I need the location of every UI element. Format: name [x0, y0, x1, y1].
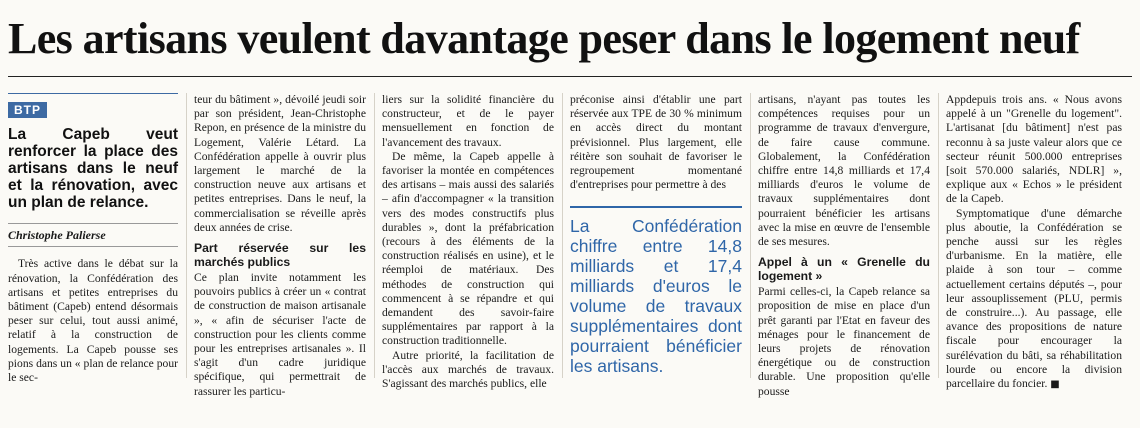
paragraph: liers sur la solidité financière du constructeur, et de le payer mensuellement en fonction de l'avancement des travaux.: [382, 93, 554, 149]
column-6: [946, 93, 1122, 392]
paragraph: Appdepuis trois ans. « Nous avons appelé à un "Grenelle du logement". L'artisanat [du bâtiment] n'est pas reconnu à sa juste valeur alors que ce secteur réunit 500.000 entreprises [soit 570.000 salariés, NDLR] », explique aux « Echos » le président de la Capeb.: [946, 93, 1122, 206]
column-1: [8, 93, 178, 385]
paragraph: préconise ainsi d'établir une part réservée aux TPE de 30 % minimum en accès direct du montant prévisionnel. Plus largement, elle réitère son souhait de favoriser le regroupement momentané d'entreprises pour permettre à des: [570, 93, 742, 192]
column-2: [194, 93, 366, 399]
end-of-article-mark: ■: [1050, 379, 1060, 391]
column-4: [570, 93, 742, 376]
headline-rule: [8, 76, 1132, 77]
paragraph: Autre priorité, la facilitation de l'accès aux marchés de travaux. S'agissant des marchés publics, elle: [382, 348, 554, 391]
column-divider: [938, 93, 939, 378]
paragraph: artisans, n'ayant pas toutes les compétences requises pour un programme de travaux d'envergure, de faire cause commune. Globalement, la Confédération chiffre entre 14,8 milliards et 17,4 milliards d'euros le volume de travaux supplémentaires dont pourraient bénéficier les artisans avec la mise en œuvre de l'ensemble de ses mesures.: [758, 93, 930, 249]
subheading: Appel à un « Grenelle du logement »: [758, 255, 930, 284]
paragraph: Parmi celles-ci, la Capeb relance sa proposition de mise en place d'un prêt garanti par l'Etat en faveur des ménages pour le financement de leurs projets de rénovation énergétique ou de construction durable. Une proposition qu'elle pousse: [758, 285, 930, 398]
column-divider: [186, 93, 187, 378]
paragraph: Très active dans le débat sur la rénovation, la Confédération des artisans et petites entreprises du bâtiment (Capeb) entend désormais peser sur celui, tout aussi animé, relatif à la construction de logements. La Capeb pousse ses pions dans un « plan de relance pour le sec-: [8, 257, 178, 385]
column-5: [758, 93, 930, 399]
paragraph-text: Symptomatique d'une démarche plus aboutie, la Confédération se penche aussi sur les règles d'urbanisme. En la matière, elle plaide à son tour – comme actuellement certains députés –, pour leur assouplissement (PLU, permis de construire...). Au passage, elle avance des propositions de nature fiscale pour encourager la surélévation du bâti, sa réhabilitation lourde ou encore la division parcellaire du foncier.: [946, 206, 1122, 391]
subheading: Part réservée sur les marchés publics: [194, 241, 366, 270]
byline: Christophe Palierse: [8, 223, 178, 247]
column-divider: [562, 93, 563, 378]
column-3: [382, 93, 554, 391]
paragraph: De même, la Capeb appelle à favoriser la montée en compétences des artisans – mais aussi des salariés – afin d'accompagner « la transition vers des modes constructifs plus durables », dont la préfabrication (recours à des éléments de la construction réalisés en usine), et le réemploi de matériaux. Des méthodes de construction qui commencent à se répandre et qui demandent des savoir-faire supplémentaires par rapport à la construction traditionnelle.: [382, 149, 554, 348]
column-divider: [750, 93, 751, 378]
article-lead: La Capeb veut renforcer la place des artisans dans le neuf et la rénovation, avec un plan de relance.: [8, 126, 178, 212]
pull-quote: La Confédération chiffre entre 14,8 milliards et 17,4 milliards d'euros le volume de travaux supplémentaires dont pourraient bénéficier les artisans.: [570, 206, 742, 376]
headline: Les artisans veulent davantage peser dans le logement neuf: [8, 14, 1080, 63]
paragraph: Ce plan invite notamment les pouvoirs publics à créer un « contrat de construction de maison artisanale », « afin de sécuriser l'acte de construction pour les clients comme pour les entreprises artisanales ». Il s'agit d'un cadre juridique spécifique, qui permettrait de rassurer les particu-: [194, 271, 366, 398]
column-divider: [374, 93, 375, 378]
section-rubric: BTP: [8, 102, 47, 118]
paragraph: [946, 207, 1122, 393]
rubric-rule: [8, 93, 178, 94]
paragraph: teur du bâtiment », dévoilé jeudi soir par son président, Jean-Christophe Repon, en présence de la ministre du Logement, Valérie Létard. La Confédération appelle à ouvrir plus largement le marché de la construction neuve aux artisans et petites entreprises. Dans le neuf, la commercialisation se réveille après deux années de crise.: [194, 93, 366, 234]
